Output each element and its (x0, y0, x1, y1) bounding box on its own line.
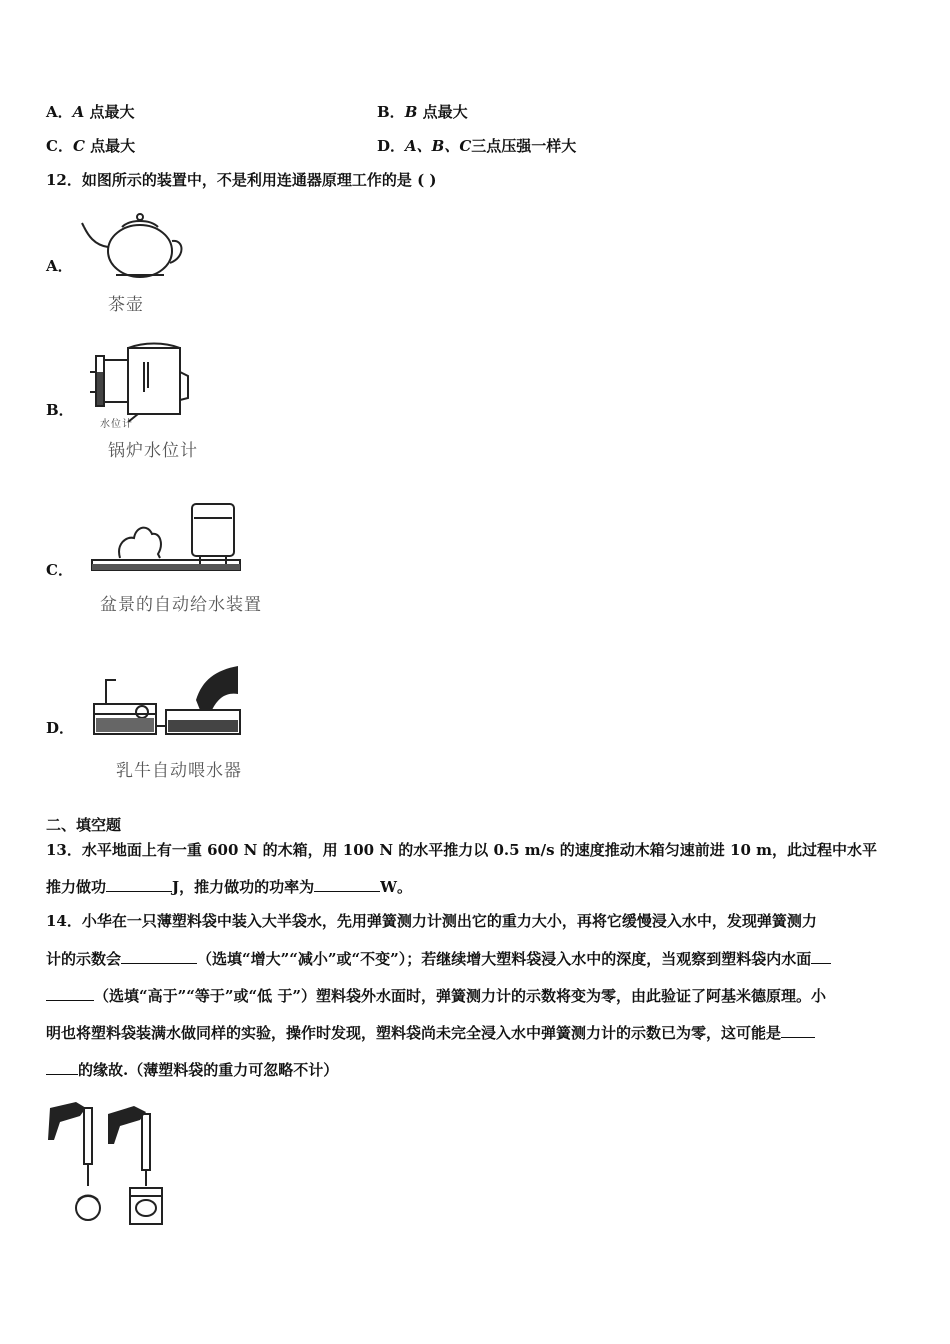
q14-blank-reason-end[interactable] (46, 1059, 78, 1075)
option-var: B (404, 103, 418, 121)
cow-waterer-figure (92, 660, 242, 742)
plant-waterer-figure (90, 498, 250, 578)
option-letter: A． (46, 103, 73, 121)
q13-text-b: J，推力做功的功率为 (172, 878, 315, 896)
boiler-gauge-figure (88, 342, 198, 422)
q11-option-c (46, 136, 135, 156)
plant-waterer-caption: 盆景的自动给水装置 (100, 595, 262, 615)
q13-blank-work[interactable] (106, 876, 172, 892)
q14-blank-reason-start[interactable] (781, 1022, 815, 1038)
q14-line4 (46, 1022, 815, 1043)
q14-text-a: 计的示数会 (46, 950, 122, 968)
q14-text-d: 明也将塑料袋装满水做同样的实验，操作时发现，塑料袋尚未完全浸入水中弹簧测力计的示数已为零，这可能是 (46, 1024, 782, 1042)
option-letter: C． (46, 137, 73, 155)
q14-text-b: （选填“增大”“减小”或“不变”）；若继续增大塑料袋浸入水中的深度，当观察到塑料袋内水面 (197, 950, 812, 968)
option-letter: D． (377, 137, 406, 155)
boiler-gauge-sublabel: 水位计 (100, 419, 133, 430)
q11-option-a (46, 102, 135, 122)
q12-option-b-letter: B． (46, 401, 74, 419)
q13-blank-power[interactable] (314, 876, 380, 892)
option-var: A、B、C (405, 137, 472, 155)
option-text: 点最大 (422, 103, 468, 121)
teapot-caption: 茶壶 (108, 295, 144, 315)
q13-line2 (46, 876, 412, 897)
q14-text-e: 的缘故.（薄塑料袋的重力可忽略不计） (78, 1061, 339, 1079)
q12-option-d-letter: D． (46, 719, 75, 737)
boiler-gauge-caption: 锅炉水位计 (108, 441, 198, 461)
q13-text-a: 推力做功 (46, 878, 107, 896)
q12-stem: 12．如图所示的装置中，不是利用连通器原理工作的是 ( ) (46, 171, 437, 189)
q14-line2 (46, 948, 831, 969)
option-var: C (72, 137, 85, 155)
q14-line3 (46, 985, 826, 1006)
teapot-figure (80, 205, 190, 285)
spring-scale-figure (46, 1100, 176, 1232)
q14-blank-level-end[interactable] (46, 985, 94, 1001)
q14-blank-reading[interactable] (121, 948, 197, 964)
q11-option-b (377, 102, 468, 122)
option-text: 点最大 (90, 137, 136, 155)
option-letter: B． (377, 103, 405, 121)
q14-line5 (46, 1059, 338, 1080)
option-text: 点最大 (89, 103, 135, 121)
q14-text-c: （选填“高于”“等于”或“低 于”）塑料袋外水面时，弹簧测力计的示数将变为零，由此验证了阿基米德原理。小 (94, 987, 826, 1005)
q13-text-c: W。 (380, 878, 412, 896)
q13-line1: 13．水平地面上有一重 600 N 的木箱，用 100 N 的水平推力以 0.5 m/s 的速度推动木箱匀速前进 10 m，此过程中水平 (46, 841, 878, 859)
option-var: A (72, 103, 85, 121)
section-title: 二、填空题 (46, 816, 122, 834)
q12-option-c-letter: C． (46, 561, 73, 579)
q11-option-d (377, 136, 576, 156)
q12-option-a-letter: A． (46, 257, 73, 275)
cow-waterer-caption: 乳牛自动喂水器 (116, 761, 242, 781)
q14-blank-level-start[interactable] (811, 948, 831, 964)
option-text: 三点压强一样大 (471, 137, 577, 155)
q14-line1: 14．小华在一只薄塑料袋中装入大半袋水，先用弹簧测力计测出它的重力大小，再将它缓慢浸入水中，发现弹簧测力 (46, 912, 817, 930)
